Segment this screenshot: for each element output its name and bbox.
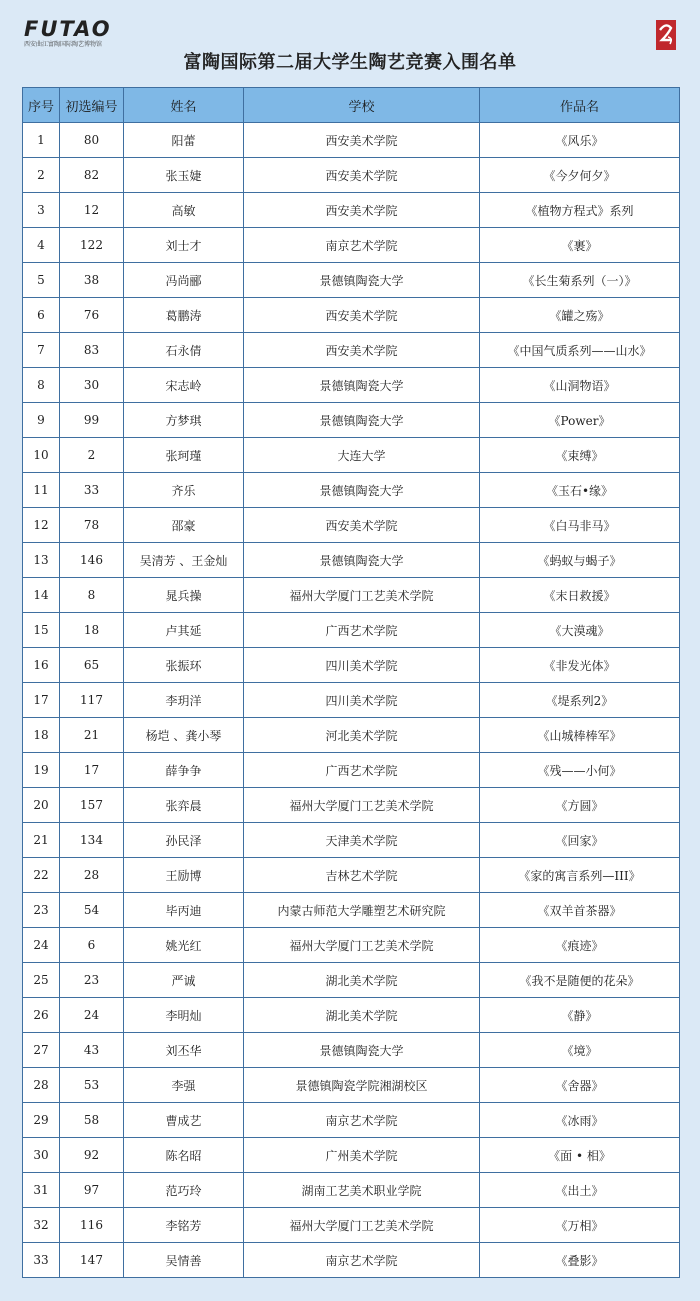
logo-wordmark: FUTAO [24, 17, 112, 41]
page-header [0, 0, 700, 86]
cell-school: 四川美术学院 [244, 683, 480, 718]
table-row [23, 578, 680, 613]
logo-subtitle: 西安曲江富陶国际陶艺博物馆 [24, 41, 103, 48]
cell-work-title: 《植物方程式》系列 [480, 193, 680, 228]
cell-index: 6 [23, 298, 60, 333]
table-row [23, 718, 680, 753]
cell-work-title: 《山城棒棒军》 [480, 718, 680, 753]
cell-school: 四川美术学院 [244, 648, 480, 683]
table-row [23, 298, 680, 333]
table-row [23, 1243, 680, 1278]
cell-prelim-number: 53 [60, 1068, 124, 1103]
cell-index: 32 [23, 1208, 60, 1243]
cell-prelim-number: 122 [60, 228, 124, 263]
cell-work-title: 《双羊首茶器》 [480, 893, 680, 928]
cell-prelim-number: 157 [60, 788, 124, 823]
table-row [23, 858, 680, 893]
cell-prelim-number: 18 [60, 613, 124, 648]
cell-work-title: 《万相》 [480, 1208, 680, 1243]
col-header-prelim-number: 初选编号 [60, 88, 124, 123]
cell-index: 27 [23, 1033, 60, 1068]
cell-name: 李铭芳 [124, 1208, 244, 1243]
cell-work-title: 《舍器》 [480, 1068, 680, 1103]
cell-school: 景德镇陶瓷大学 [244, 403, 480, 438]
cell-school: 湖南工艺美术职业学院 [244, 1173, 480, 1208]
cell-school: 河北美术学院 [244, 718, 480, 753]
cell-prelim-number: 43 [60, 1033, 124, 1068]
col-header-index: 序号 [23, 88, 60, 123]
cell-name: 张弈晨 [124, 788, 244, 823]
cell-name: 姚光红 [124, 928, 244, 963]
table-body [23, 123, 680, 1278]
table-row [23, 473, 680, 508]
table-row [23, 543, 680, 578]
cell-index: 24 [23, 928, 60, 963]
cell-school: 西安美术学院 [244, 333, 480, 368]
cell-work-title: 《白马非马》 [480, 508, 680, 543]
cell-prelim-number: 12 [60, 193, 124, 228]
cell-work-title: 《冰雨》 [480, 1103, 680, 1138]
cell-name: 方梦琪 [124, 403, 244, 438]
cell-index: 11 [23, 473, 60, 508]
cell-school: 天津美术学院 [244, 823, 480, 858]
table-row [23, 158, 680, 193]
cell-name: 王励博 [124, 858, 244, 893]
table-row [23, 1033, 680, 1068]
cell-school: 福州大学厦门工艺美术学院 [244, 788, 480, 823]
cell-work-title: 《我不是随便的花朵》 [480, 963, 680, 998]
cell-work-title: 《裹》 [480, 228, 680, 263]
cell-work-title: 《大漠魂》 [480, 613, 680, 648]
cell-work-title: 《方圆》 [480, 788, 680, 823]
cell-prelim-number: 97 [60, 1173, 124, 1208]
table-row [23, 788, 680, 823]
cell-work-title: 《末日救援》 [480, 578, 680, 613]
table-row [23, 368, 680, 403]
cell-school: 西安美术学院 [244, 193, 480, 228]
cell-school: 湖北美术学院 [244, 963, 480, 998]
table-row [23, 928, 680, 963]
cell-prelim-number: 134 [60, 823, 124, 858]
cell-prelim-number: 83 [60, 333, 124, 368]
cell-name: 薛争争 [124, 753, 244, 788]
cell-name: 刘士才 [124, 228, 244, 263]
cell-work-title: 《罐之殇》 [480, 298, 680, 333]
table-header-row [23, 88, 680, 123]
cell-index: 29 [23, 1103, 60, 1138]
cell-school: 大连大学 [244, 438, 480, 473]
cell-school: 福州大学厦门工艺美术学院 [244, 928, 480, 963]
cell-work-title: 《玉石•缘》 [480, 473, 680, 508]
emblem-logo-icon [656, 20, 676, 50]
futao-logo [24, 18, 112, 49]
cell-index: 23 [23, 893, 60, 928]
cell-name: 卢其延 [124, 613, 244, 648]
cell-name: 宋志岭 [124, 368, 244, 403]
cell-prelim-number: 147 [60, 1243, 124, 1278]
cell-school: 广州美术学院 [244, 1138, 480, 1173]
cell-index: 8 [23, 368, 60, 403]
cell-name: 张玉婕 [124, 158, 244, 193]
cell-prelim-number: 78 [60, 508, 124, 543]
cell-work-title: 《回家》 [480, 823, 680, 858]
cell-name: 曹成艺 [124, 1103, 244, 1138]
cell-work-title: 《今夕何夕》 [480, 158, 680, 193]
cell-name: 葛鹏涛 [124, 298, 244, 333]
cell-name: 邵豪 [124, 508, 244, 543]
cell-name: 李强 [124, 1068, 244, 1103]
cell-index: 2 [23, 158, 60, 193]
table-row [23, 1208, 680, 1243]
cell-name: 张珂瑾 [124, 438, 244, 473]
cell-prelim-number: 82 [60, 158, 124, 193]
cell-prelim-number: 92 [60, 1138, 124, 1173]
cell-work-title: 《残——小何》 [480, 753, 680, 788]
cell-index: 15 [23, 613, 60, 648]
cell-work-title: 《Power》 [480, 403, 680, 438]
table-row [23, 998, 680, 1033]
cell-work-title: 《叠影》 [480, 1243, 680, 1278]
cell-index: 14 [23, 578, 60, 613]
cell-index: 5 [23, 263, 60, 298]
cell-name: 陈名昭 [124, 1138, 244, 1173]
finalist-table [22, 87, 680, 1278]
cell-name: 晁兵操 [124, 578, 244, 613]
table-row [23, 613, 680, 648]
cell-prelim-number: 30 [60, 368, 124, 403]
cell-school: 内蒙古师范大学雕塑艺术研究院 [244, 893, 480, 928]
cell-name: 杨垲 、龚小琴 [124, 718, 244, 753]
cell-work-title: 《面 • 相》 [480, 1138, 680, 1173]
cell-work-title: 《家的寓言系列—III》 [480, 858, 680, 893]
cell-name: 毕丙迪 [124, 893, 244, 928]
cell-school: 福州大学厦门工艺美术学院 [244, 578, 480, 613]
cell-work-title: 《非发光体》 [480, 648, 680, 683]
table-row [23, 1138, 680, 1173]
cell-prelim-number: 21 [60, 718, 124, 753]
cell-work-title: 《痕迹》 [480, 928, 680, 963]
cell-prelim-number: 99 [60, 403, 124, 438]
cell-prelim-number: 76 [60, 298, 124, 333]
cell-name: 李明灿 [124, 998, 244, 1033]
cell-work-title: 《蚂蚁与蝎子》 [480, 543, 680, 578]
page-title: 富陶国际第二届大学生陶艺竞赛入围名单 [183, 52, 517, 73]
table-row [23, 823, 680, 858]
cell-index: 7 [23, 333, 60, 368]
cell-work-title: 《风乐》 [480, 123, 680, 158]
cell-prelim-number: 80 [60, 123, 124, 158]
cell-prelim-number: 65 [60, 648, 124, 683]
table-row [23, 333, 680, 368]
cell-school: 景德镇陶瓷大学 [244, 1033, 480, 1068]
cell-name: 石永倩 [124, 333, 244, 368]
cell-prelim-number: 2 [60, 438, 124, 473]
cell-index: 33 [23, 1243, 60, 1278]
table-row [23, 963, 680, 998]
cell-prelim-number: 58 [60, 1103, 124, 1138]
cell-index: 25 [23, 963, 60, 998]
cell-school: 西安美术学院 [244, 158, 480, 193]
cell-name: 刘丕华 [124, 1033, 244, 1068]
table-row [23, 403, 680, 438]
cell-name: 李玥洋 [124, 683, 244, 718]
cell-school: 广西艺术学院 [244, 753, 480, 788]
cell-school: 吉林艺术学院 [244, 858, 480, 893]
cell-index: 16 [23, 648, 60, 683]
cell-name: 冯尚郦 [124, 263, 244, 298]
cell-school: 福州大学厦门工艺美术学院 [244, 1208, 480, 1243]
cell-school: 景德镇陶瓷大学 [244, 543, 480, 578]
cell-prelim-number: 28 [60, 858, 124, 893]
cell-school: 湖北美术学院 [244, 998, 480, 1033]
cell-prelim-number: 6 [60, 928, 124, 963]
table-row [23, 123, 680, 158]
cell-prelim-number: 38 [60, 263, 124, 298]
cell-index: 28 [23, 1068, 60, 1103]
cell-index: 19 [23, 753, 60, 788]
cell-index: 30 [23, 1138, 60, 1173]
cell-school: 南京艺术学院 [244, 1103, 480, 1138]
cell-index: 17 [23, 683, 60, 718]
table-row [23, 683, 680, 718]
cell-index: 13 [23, 543, 60, 578]
cell-school: 西安美术学院 [244, 123, 480, 158]
col-header-school: 学校 [244, 88, 480, 123]
cell-index: 20 [23, 788, 60, 823]
cell-school: 景德镇陶瓷大学 [244, 368, 480, 403]
cell-name: 范巧玲 [124, 1173, 244, 1208]
table-row [23, 193, 680, 228]
table-row [23, 893, 680, 928]
cell-work-title: 《中国气质系列——山水》 [480, 333, 680, 368]
cell-index: 10 [23, 438, 60, 473]
cell-index: 1 [23, 123, 60, 158]
cell-work-title: 《长生菊系列（一）》 [480, 263, 680, 298]
table-row [23, 753, 680, 788]
col-header-name: 姓名 [124, 88, 244, 123]
cell-name: 齐乐 [124, 473, 244, 508]
cell-school: 广西艺术学院 [244, 613, 480, 648]
cell-index: 18 [23, 718, 60, 753]
table-row [23, 648, 680, 683]
cell-prelim-number: 8 [60, 578, 124, 613]
table-row [23, 1103, 680, 1138]
cell-prelim-number: 24 [60, 998, 124, 1033]
cell-index: 31 [23, 1173, 60, 1208]
cell-prelim-number: 33 [60, 473, 124, 508]
table-row [23, 1173, 680, 1208]
finalist-table-container [22, 87, 679, 1278]
cell-index: 9 [23, 403, 60, 438]
cell-prelim-number: 146 [60, 543, 124, 578]
cell-work-title: 《束缚》 [480, 438, 680, 473]
cell-index: 3 [23, 193, 60, 228]
cell-name: 严诚 [124, 963, 244, 998]
cell-school: 景德镇陶瓷大学 [244, 473, 480, 508]
cell-index: 12 [23, 508, 60, 543]
cell-prelim-number: 17 [60, 753, 124, 788]
table-row [23, 228, 680, 263]
cell-index: 26 [23, 998, 60, 1033]
cell-prelim-number: 116 [60, 1208, 124, 1243]
cell-index: 21 [23, 823, 60, 858]
cell-work-title: 《境》 [480, 1033, 680, 1068]
cell-school: 南京艺术学院 [244, 228, 480, 263]
table-row [23, 438, 680, 473]
cell-name: 高敏 [124, 193, 244, 228]
cell-school: 景德镇陶瓷大学 [244, 263, 480, 298]
cell-name: 吴情善 [124, 1243, 244, 1278]
cell-school: 西安美术学院 [244, 298, 480, 333]
col-header-work-title: 作品名 [480, 88, 680, 123]
cell-name: 阳蕾 [124, 123, 244, 158]
cell-work-title: 《出土》 [480, 1173, 680, 1208]
table-row [23, 263, 680, 298]
cell-school: 南京艺术学院 [244, 1243, 480, 1278]
cell-prelim-number: 23 [60, 963, 124, 998]
cell-name: 孙民泽 [124, 823, 244, 858]
cell-work-title: 《堤系列2》 [480, 683, 680, 718]
cell-name: 吴清芳 、王金灿 [124, 543, 244, 578]
cell-school: 景德镇陶瓷学院湘湖校区 [244, 1068, 480, 1103]
table-row [23, 508, 680, 543]
cell-work-title: 《静》 [480, 998, 680, 1033]
cell-prelim-number: 54 [60, 893, 124, 928]
cell-index: 4 [23, 228, 60, 263]
cell-work-title: 《山洞物语》 [480, 368, 680, 403]
table-row [23, 1068, 680, 1103]
cell-name: 张振环 [124, 648, 244, 683]
cell-index: 22 [23, 858, 60, 893]
cell-school: 西安美术学院 [244, 508, 480, 543]
cell-prelim-number: 117 [60, 683, 124, 718]
